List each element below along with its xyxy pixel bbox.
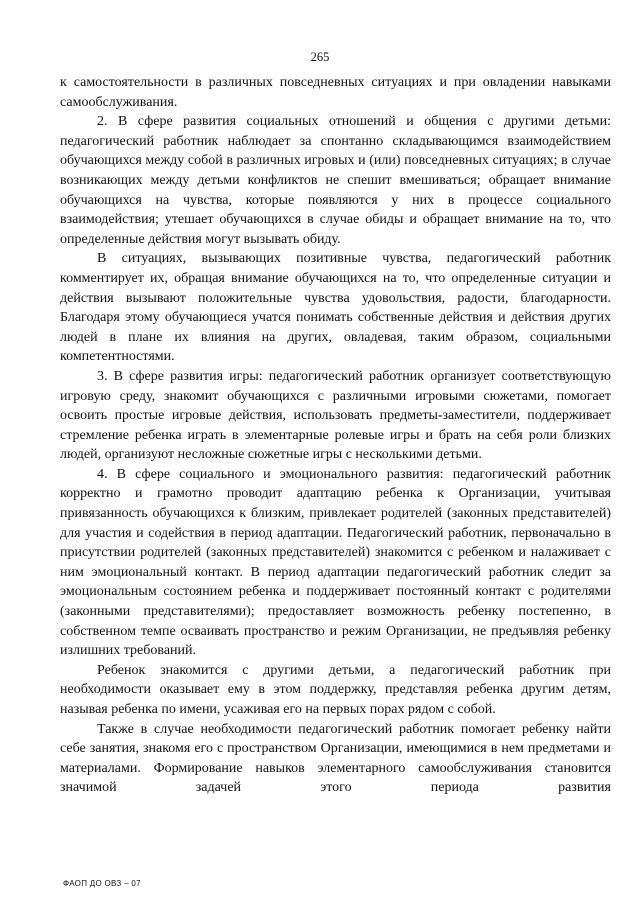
paragraph-continuation: к самостоятельности в различных повседневных ситуациях и при овладении навыками самообслуживания. [60,75,611,110]
paragraph-self-care: Также в случае необходимости педагогический работник помогает ребенку найти себе занятия, знакомя его с пространством Организации, имеющимися в нем предметами и материалами. Формирование навыков элементарного самообслуживания становится значимой задачей этого периода развития [60,721,611,796]
paragraph-social-emotional: 4. В сфере социального и эмоционального развития: педагогический работник корректно и грамотно проводит адаптацию ребенка к Организации, учитывая привязанность обучающихся к близким, привлекает родителей (законных представителей) для участия и содействия в период адаптации. Педагогический работник, первоначально в присутствии родителей (законных представителей) знакомится с ребенком и налаживает с ним эмоциональный контакт. В период адаптации педагогический работник следит за эмоциональным состоянием ребенка и поддерживает постоянный контакт с родителями (законными представителями); предоставляет возможность ребенку постепенно, в собственном темпе осваивать пространство и режим Организации, не предъявляя ребенку излишних требований. [60,466,611,659]
document-footer: ФАОП ДО ОВЗ – 07 [63,879,141,888]
page-number: 265 [310,50,330,64]
paragraph-meeting-children: Ребенок знакомится с другими детьми, а педагогический работник при необходимости оказывает ему в этом поддержку, представляя ребенка другим детям, называя ребенка по имени, усаживая его на первых порах рядом с собой. [60,662,611,717]
body-text [60,73,611,798]
paragraph-play-development: 3. В сфере развития игры: педагогический работник организует соответствующую игровую среду, знакомит обучающихся с различными игровыми сюжетами, помогает освоить простые игровые действия, использовать предметы-заместители, поддерживает стремление ребенка играть в элементарные ролевые игры и брать на себя роли близких людей, организуют несложные сюжетные игры с несколькими детьми. [60,368,611,463]
paragraph-positive-feelings: В ситуациях, вызывающих позитивные чувства, педагогический работник комментирует их, обращая внимание обучающихся на то, что определенные ситуации и действия вызывают положительные чувства удовольствия, радости, благодарности. Благодаря этому обучающиеся учатся понимать собственные действия и действия других людей в плане их влияния на других, овладевая, таким образом, социальными компетентностями. [60,251,611,365]
paragraph-social-relations: 2. В сфере развития социальных отношений и общения с другими детьми: педагогический работник наблюдает за спонтанно складывающимся взаимодействием обучающихся между собой в различных игровых и (или) повседневных ситуациях; в случае возникающих между детьми конфликтов не спешит вмешиваться; обращает внимание обучающихся на чувства, которые появляются у них в процессе социального взаимодействия; утешает обучающихся в случае обиды и обращает внимание на то, что определенные действия могут вызывать обиду. [60,114,611,247]
